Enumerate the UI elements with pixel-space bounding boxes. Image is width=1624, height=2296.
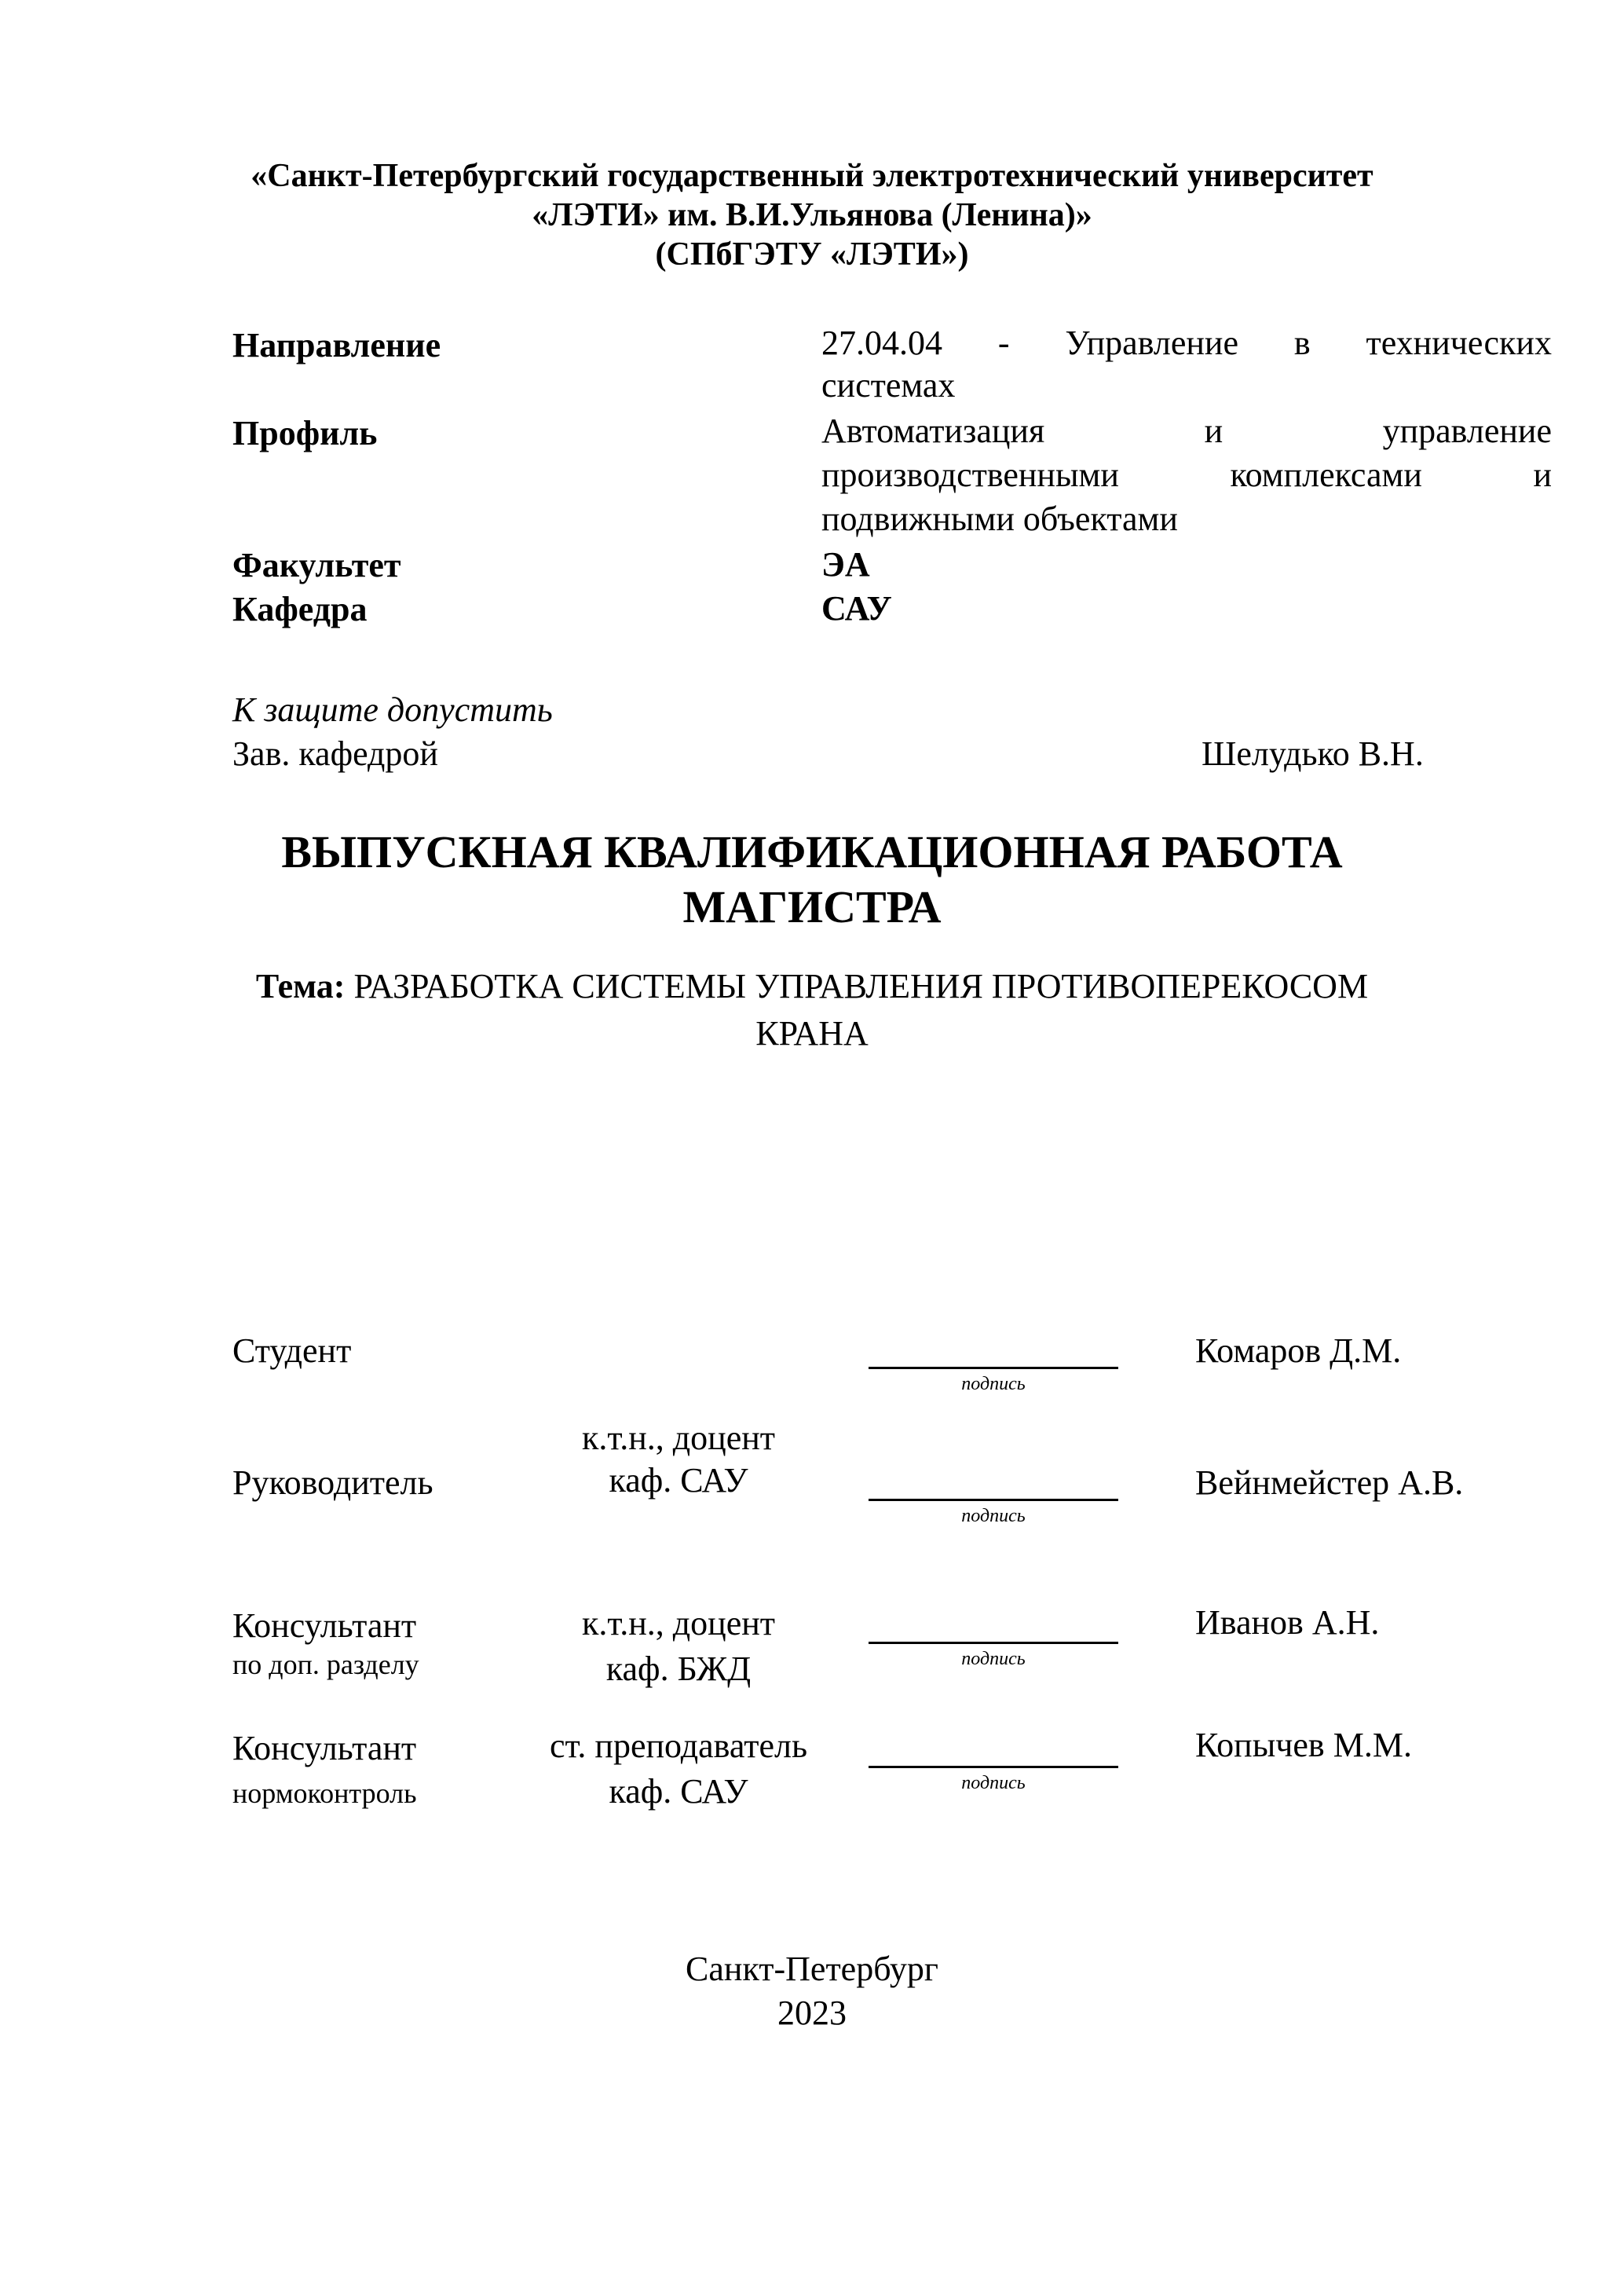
direction-label: Направление [232,326,441,364]
supervisor-name: Вейнмейстер А.В. [1195,1463,1464,1502]
consultant1-role: Консультант [232,1606,417,1645]
direction-word: технических [1366,324,1552,362]
direction-word: - [997,324,1010,362]
consultant2-position-line1: ст. преподаватель [549,1727,808,1765]
student-signature-line [869,1367,1118,1369]
city: Санкт-Петербург [686,1950,938,1988]
profile-value-line1 [821,410,1552,452]
direction-word: Управление [1065,324,1239,362]
topic-text: РАЗРАБОТКА СИСТЕМЫ УПРАВЛЕНИЯ ПРОТИВОПЕРЕКОСОМ [345,967,1369,1005]
student-name: Комаров Д.М. [1195,1331,1402,1370]
profile-word: и [1533,456,1552,494]
head-of-department-label: Зав. кафедрой [232,734,438,773]
direction-value-line2: системах [821,366,956,405]
thesis-title-line2: МАГИСТРА [682,881,942,932]
consultant2-signature-line [869,1766,1118,1768]
student-signature-caption: подпись [961,1374,1026,1394]
supervisor-position-line1: к.т.н., доцент [581,1419,776,1457]
profile-word: комплексами [1230,456,1422,494]
topic-line1 [0,963,1624,1010]
consultant1-position-line2: каф. БЖД [605,1650,752,1688]
profile-value-line3: подвижными объектами [821,500,1178,538]
department-label: Кафедра [232,590,368,628]
supervisor-signature-line [869,1499,1118,1501]
supervisor-role: Руководитель [232,1463,433,1502]
consultant2-subrole: нормоконтроль [232,1778,417,1809]
profile-word: и [1204,412,1223,450]
supervisor-position-line2: каф. САУ [609,1461,748,1500]
topic-line2: КРАНА [755,1014,869,1053]
consultant2-name: Копычев М.М. [1195,1726,1412,1764]
consultant1-signature-caption: подпись [961,1649,1026,1669]
consultant2-signature-caption: подпись [961,1773,1026,1793]
profile-value-line2 [821,454,1552,496]
consultant2-position-line2: каф. САУ [609,1772,748,1811]
university-abbreviation: (СПбГЭТУ «ЛЭТИ») [655,236,969,273]
consultant1-name: Иванов А.Н. [1195,1603,1380,1642]
profile-word: Автоматизация [821,412,1045,450]
thesis-title-line1: ВЫПУСКНАЯ КВАЛИФИКАЦИОННАЯ РАБОТА [281,826,1343,877]
direction-word: в [1293,324,1311,362]
direction-word: 27.04.04 [821,324,942,362]
consultant1-position-line1: к.т.н., доцент [581,1604,776,1642]
consultant2-role: Консультант [232,1729,417,1767]
profile-label: Профиль [232,414,378,452]
direction-value-line1 [821,322,1552,364]
year: 2023 [777,1994,847,2032]
faculty-label: Факультет [232,546,401,584]
university-name-line2: «ЛЭТИ» им. В.И.Ульянова (Ленина)» [532,197,1092,233]
profile-word: производственными [821,456,1119,494]
supervisor-signature-caption: подпись [961,1506,1026,1526]
topic-label: Тема: [255,967,346,1005]
consultant1-signature-line [869,1642,1118,1644]
consultant1-subrole: по доп. разделу [232,1649,419,1680]
admission-note: К защите допустить [232,690,553,729]
university-name-line1: «Санкт-Петербургский государственный электротехнический университет [251,158,1373,194]
faculty-value: ЭА [821,545,870,584]
student-role: Студент [232,1331,352,1370]
head-of-department-name: Шелудько В.Н. [1202,734,1424,773]
profile-word: управление [1382,412,1552,450]
department-value: САУ [821,589,892,628]
